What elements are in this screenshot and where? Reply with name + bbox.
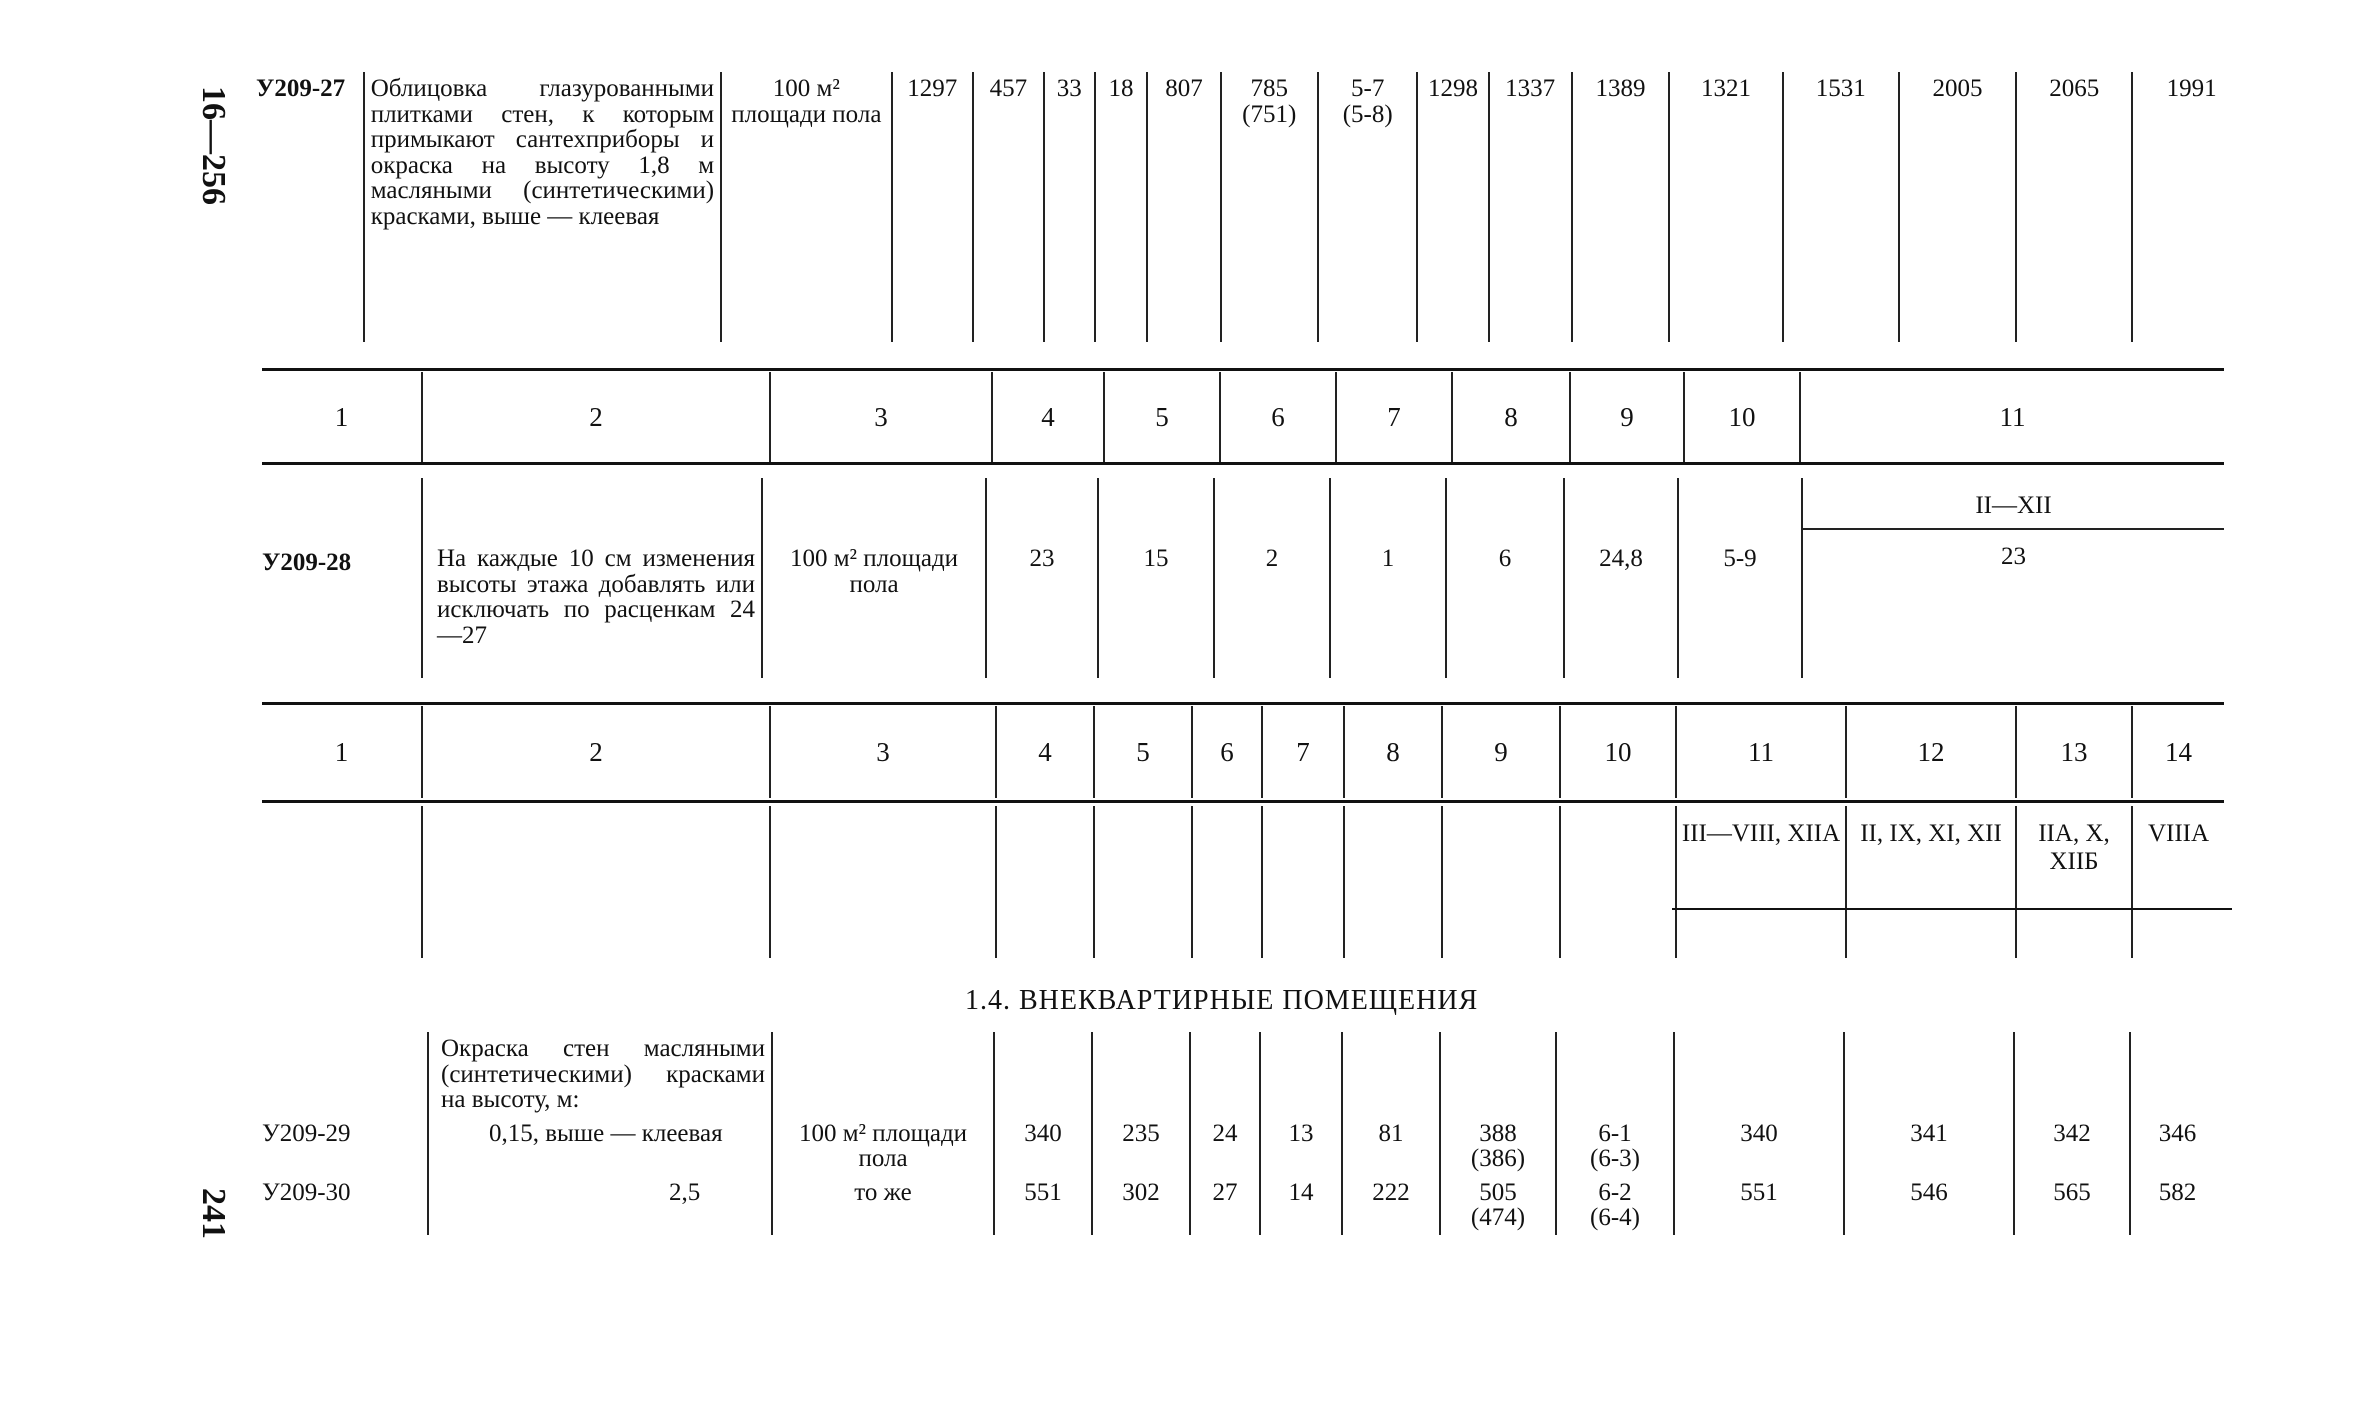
value-cell: 457 <box>973 72 1044 342</box>
row-description: 2,5 <box>428 1176 772 1235</box>
header-cell: 1 <box>334 401 349 432</box>
table-row <box>256 1176 2224 1235</box>
empty-cell <box>262 806 422 958</box>
header-cell: 6 <box>1220 372 1336 462</box>
empty-cell <box>1344 806 1442 958</box>
header-cell: 5 <box>1104 372 1220 462</box>
row-description: На каждые 10 см изменения высоты этажа добавлять или исключать по расценкам 24—27 <box>422 478 762 678</box>
empty-cell <box>2014 1032 2130 1117</box>
zone-label: II—XII <box>1803 484 2224 530</box>
value-cell: 505 (474) <box>1440 1176 1556 1235</box>
row-code: У209-28 <box>262 549 352 576</box>
empty-cell <box>1440 1032 1556 1117</box>
value-cell: 235 <box>1092 1117 1190 1176</box>
row-unit: 100 м² площади пола <box>772 1117 994 1176</box>
zone-header-row <box>262 806 2224 958</box>
value-cell: 551 <box>994 1176 1092 1235</box>
value-cell: 1298 <box>1417 72 1488 342</box>
value-cell: 15 <box>1098 478 1214 678</box>
empty-cell <box>770 806 996 958</box>
header-cell: 8 <box>1344 706 1442 798</box>
empty-cell <box>1442 806 1560 958</box>
header-cell: 7 <box>1336 372 1452 462</box>
page-ref-top: 16—256 <box>195 86 232 205</box>
header-cell: 9 <box>1442 706 1560 798</box>
row-code: У209-30 <box>262 1178 351 1206</box>
value-cell: 1991 <box>2132 72 2250 342</box>
empty-cell <box>994 1032 1092 1117</box>
page-number: 241 <box>195 1188 232 1239</box>
row-unit: то же <box>772 1176 994 1235</box>
header-cell: 3 <box>770 372 992 462</box>
value-cell: 785 (751) <box>1221 72 1318 342</box>
table-rule <box>262 800 2224 803</box>
header-cell: 11 <box>1676 706 1846 798</box>
value-cell: 1531 <box>1783 72 1899 342</box>
header-cell: 2 <box>422 706 770 798</box>
value-cell: 346 <box>2130 1117 2224 1176</box>
empty-cell <box>772 1032 994 1117</box>
value-cell: 27 <box>1190 1176 1260 1235</box>
column-header-2 <box>262 706 2224 798</box>
value-cell: 81 <box>1342 1117 1440 1176</box>
value-cell: 2 <box>1214 478 1330 678</box>
header-cell: 4 <box>996 706 1094 798</box>
empty-cell <box>256 1032 428 1117</box>
row-description: Облицовка глазурованными плитками стен, к которым примыкают сантехприборы и окраска на высоту 1,8 м масляными (синтетическими) красками, выше — клеевая <box>364 72 721 342</box>
row-code: У209-29 <box>262 1119 351 1147</box>
table-rule <box>262 702 2224 705</box>
header-cell: 3 <box>770 706 996 798</box>
value-cell: 1337 <box>1489 72 1572 342</box>
zone-label: III—VIII, XIIA <box>1676 806 1846 958</box>
rows-u209-29-30 <box>256 1032 2224 1235</box>
value-cell: 6-2 (6-4) <box>1556 1176 1674 1235</box>
value-cell: 302 <box>1092 1176 1190 1235</box>
value-cell: 24,8 <box>1564 478 1678 678</box>
value-cell: 388 (386) <box>1440 1117 1556 1176</box>
empty-cell <box>422 806 770 958</box>
empty-cell <box>1094 806 1192 958</box>
value-cell: 551 <box>1674 1176 1844 1235</box>
header-cell: 10 <box>1560 706 1676 798</box>
zone-value: 23 <box>2001 543 2026 570</box>
header-cell: 4 <box>992 372 1104 462</box>
empty-cell <box>1560 806 1676 958</box>
value-cell: 23 <box>986 478 1098 678</box>
value-cell: 582 <box>2130 1176 2224 1235</box>
header-cell: 13 <box>2016 706 2132 798</box>
value-cell: 2065 <box>2016 72 2132 342</box>
empty-cell <box>1092 1032 1190 1117</box>
header-cell: 12 <box>1846 706 2016 798</box>
header-cell: 2 <box>422 372 770 462</box>
header-cell: 10 <box>1684 372 1800 462</box>
value-cell: 33 <box>1044 72 1095 342</box>
empty-cell <box>1674 1032 1844 1117</box>
header-cell: 11 <box>1800 372 2224 462</box>
empty-cell <box>1556 1032 1674 1117</box>
table-row <box>256 1117 2224 1176</box>
row-u209-28 <box>256 478 2224 678</box>
value-cell: 341 <box>1844 1117 2014 1176</box>
table-rule <box>262 462 2224 465</box>
value-cell: 340 <box>994 1117 1092 1176</box>
zone-label: II, IX, XI, XII <box>1846 806 2016 958</box>
value-cell: 13 <box>1260 1117 1342 1176</box>
column-header-1 <box>262 372 2224 462</box>
header-cell: 6 <box>1192 706 1262 798</box>
value-cell: 6-1 (6-3) <box>1556 1117 1674 1176</box>
empty-cell <box>1190 1032 1260 1117</box>
value-cell: 1 <box>1330 478 1446 678</box>
section-title: 1.4. ВНЕКВАРТИРНЫЕ ПОМЕЩЕНИЯ <box>965 985 1479 1016</box>
empty-cell <box>1192 806 1262 958</box>
value-cell: 1389 <box>1572 72 1669 342</box>
header-cell: 7 <box>1262 706 1344 798</box>
table-rule <box>262 368 2224 371</box>
zone-rule <box>1672 908 2232 910</box>
header-cell: 8 <box>1452 372 1570 462</box>
empty-cell <box>1262 806 1344 958</box>
value-cell: 6 <box>1446 478 1564 678</box>
group-intro: Окраска стен масляными (синтетическими) красками на высоту, м: <box>428 1032 772 1117</box>
empty-cell <box>1260 1032 1342 1117</box>
value-cell: 1297 <box>892 72 973 342</box>
zone-label: VIIIA <box>2132 806 2224 958</box>
zone-label: IIA, X, XIIБ <box>2016 806 2132 958</box>
row-unit: 100 м² площади пола <box>721 72 892 342</box>
value-cell: 222 <box>1342 1176 1440 1235</box>
empty-cell <box>2130 1032 2224 1117</box>
row-u209-27 <box>250 72 2250 342</box>
value-cell: 18 <box>1095 72 1148 342</box>
header-cell: 14 <box>2132 706 2224 798</box>
zone-cell <box>1802 478 2224 678</box>
value-cell: 2005 <box>1899 72 2017 342</box>
value-cell: 14 <box>1260 1176 1342 1235</box>
header-cell: 9 <box>1570 372 1684 462</box>
row-unit: 100 м² площади пола <box>762 478 986 678</box>
value-cell: 1321 <box>1669 72 1783 342</box>
value-cell: 5-9 <box>1678 478 1802 678</box>
row-description: 0,15, выше — клеевая <box>428 1117 772 1176</box>
header-cell: 1 <box>334 736 349 767</box>
value-cell: 807 <box>1147 72 1220 342</box>
value-cell: 340 <box>1674 1117 1844 1176</box>
value-cell: 565 <box>2014 1176 2130 1235</box>
header-cell: 5 <box>1094 706 1192 798</box>
value-cell: 24 <box>1190 1117 1260 1176</box>
value-cell: 546 <box>1844 1176 2014 1235</box>
empty-cell <box>996 806 1094 958</box>
value-cell: 5-7 (5-8) <box>1318 72 1417 342</box>
empty-cell <box>1844 1032 2014 1117</box>
row-code: У209-27 <box>256 75 346 102</box>
empty-cell <box>1342 1032 1440 1117</box>
value-cell: 342 <box>2014 1117 2130 1176</box>
